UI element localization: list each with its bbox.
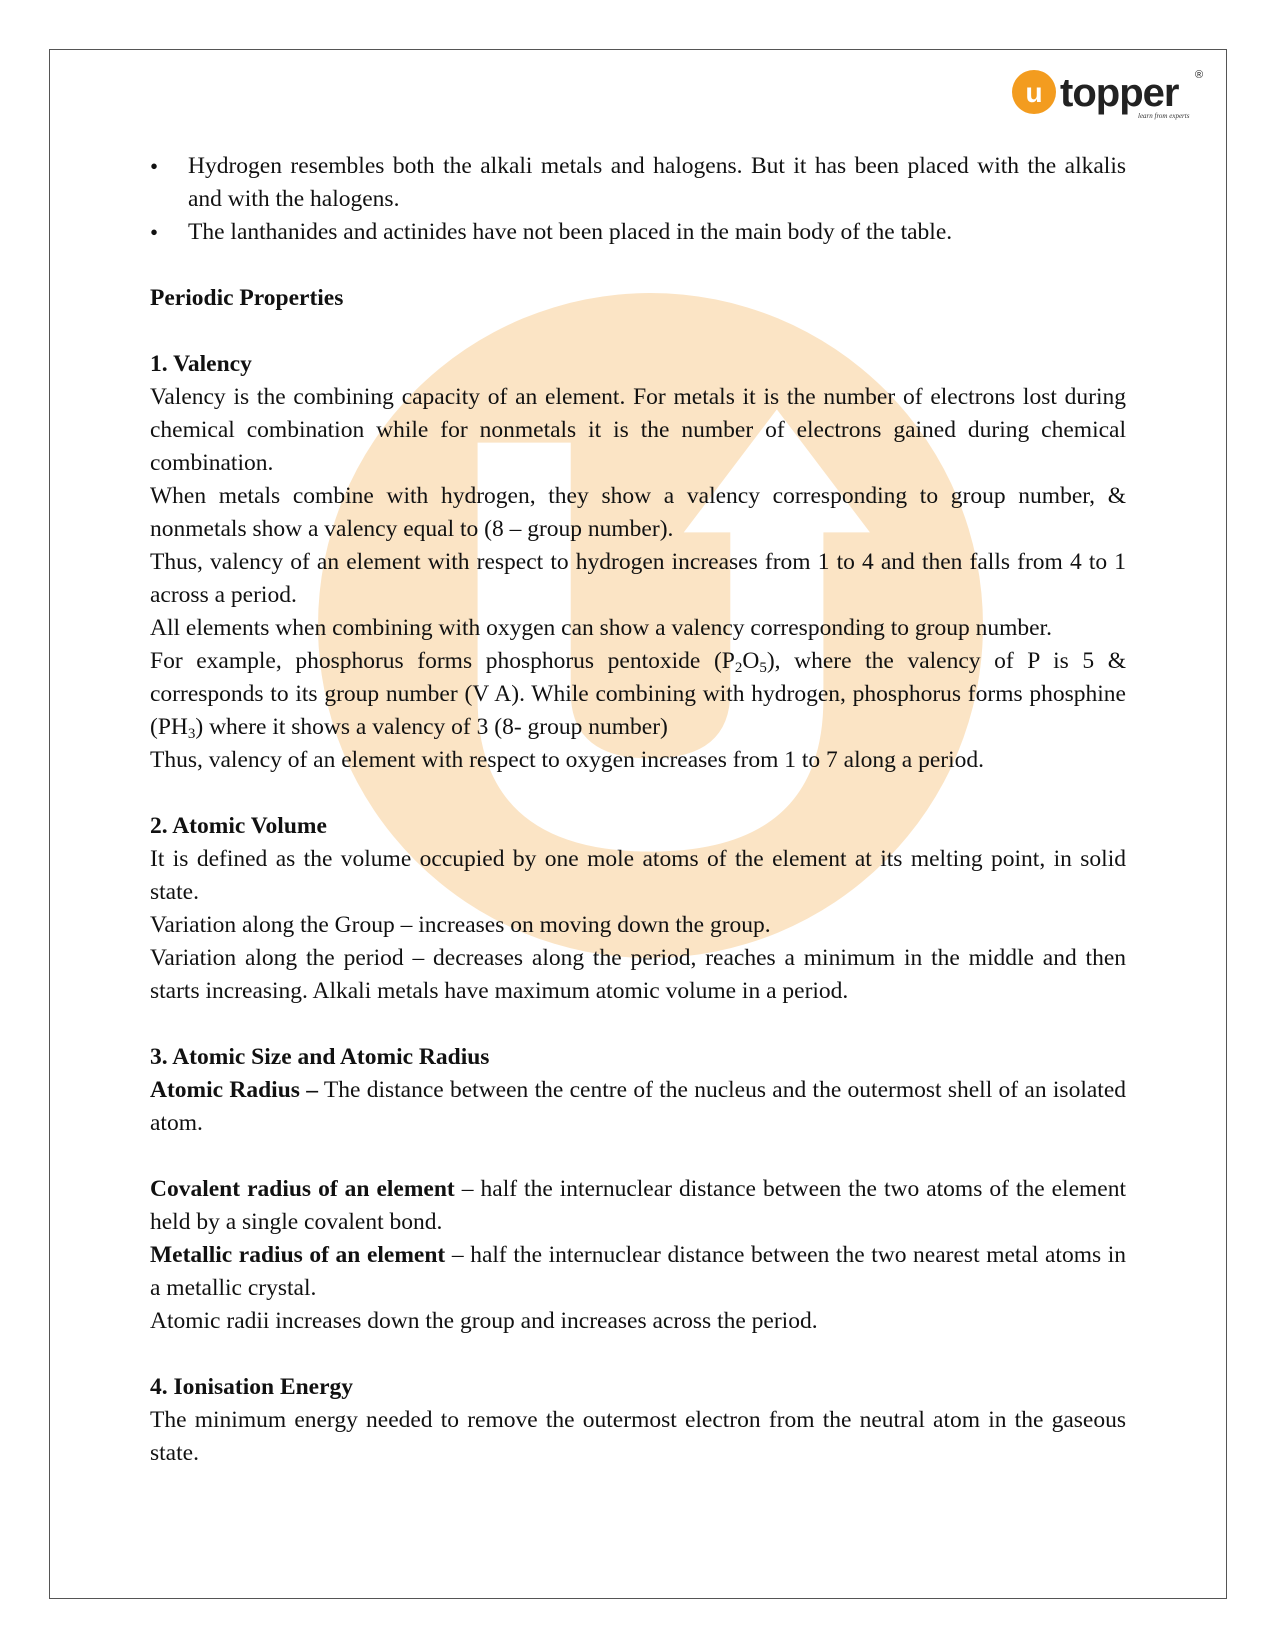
bullet-item-lanthanides: • The lanthanides and actinides have not been placed in the main body of the table. [150,216,1126,249]
ionisation-paragraph-1: The minimum energy needed to remove the outermost electron from the neutral atom in the gaseous state. [150,1407,1126,1466]
atomic-size-heading: 3. Atomic Size and Atomic Radius [150,1044,490,1070]
valency-paragraph-5: For example, phosphorus forms phosphorus pentoxide $(P_2O_5)$, where the valency of P is 5 & corresponds to its group number (V A). While combining with hydrogen, phosphorus forms phosphine $(PH_3)$ where it shows a valency of 3 (8- group number) [150,648,1126,742]
valency-heading: 1. Valency [150,351,252,377]
atomic-radii-trend: Atomic radii increases down the group and increases across the period. [150,1308,818,1334]
logo-tagline: learn from experts [1138,112,1190,120]
atomic-radius-definition: Atomic Radius – The distance between the centre of the nucleus and the outermost shell of an isolated atom. [150,1077,1126,1136]
bullet-list [150,150,1126,249]
valency-paragraph-6: Thus, valency of an element with respect to oxygen increases from 1 to 7 along a period. [150,747,984,773]
utopper-logo [1010,68,1210,130]
utopper-logo-icon [1010,68,1210,130]
metallic-radius-definition: Metallic radius of an element – half the internuclear distance between the two nearest metal atoms in a metallic crystal. [150,1242,1126,1301]
valency-paragraph-1: Valency is the combining capacity of an element. For metals it is the number of electrons lost during chemical combination while for nonmetals it is the number of electrons gained during chemical combination. [150,384,1126,476]
registered-mark: ® [1195,69,1204,81]
logo-letter: u [1025,77,1043,108]
section-title: Periodic Properties [150,285,344,311]
valency-paragraph-2: When metals combine with hydrogen, they show a valency corresponding to group number, & nonmetals show a valency equal to (8 – group number). [150,483,1126,542]
atomic-volume-paragraph-1: It is defined as the volume occupied by one mole atoms of the element at its melting point, in solid state. [150,846,1126,905]
bullet-item-hydrogen: • Hydrogen resembles both the alkali metals and halogens. But it has been placed with the alkalis and with the halogens. [150,150,1126,216]
valency-paragraph-4: All elements when combining with oxygen can show a valency corresponding to group number. [150,615,1052,641]
atomic-volume-paragraph-3: Variation along the period – decreases along the period, reaches a minimum in the middle and then starts increasing. Alkali metals have maximum atomic volume in a period. [150,945,1126,1004]
document-body [150,150,1126,1470]
ionisation-heading: 4. Ionisation Energy [150,1374,354,1400]
logo-wordmark: topper [1060,71,1179,115]
atomic-volume-heading: 2. Atomic Volume [150,813,327,839]
covalent-radius-definition: Covalent radius of an element – half the internuclear distance between the two atoms of the element held by a single covalent bond. [150,1176,1127,1235]
atomic-volume-paragraph-2: Variation along the Group – increases on moving down the group. [150,912,771,938]
valency-paragraph-3: Thus, valency of an element with respect to hydrogen increases from 1 to 4 and then falls from 4 to 1 across a period. [150,549,1126,608]
